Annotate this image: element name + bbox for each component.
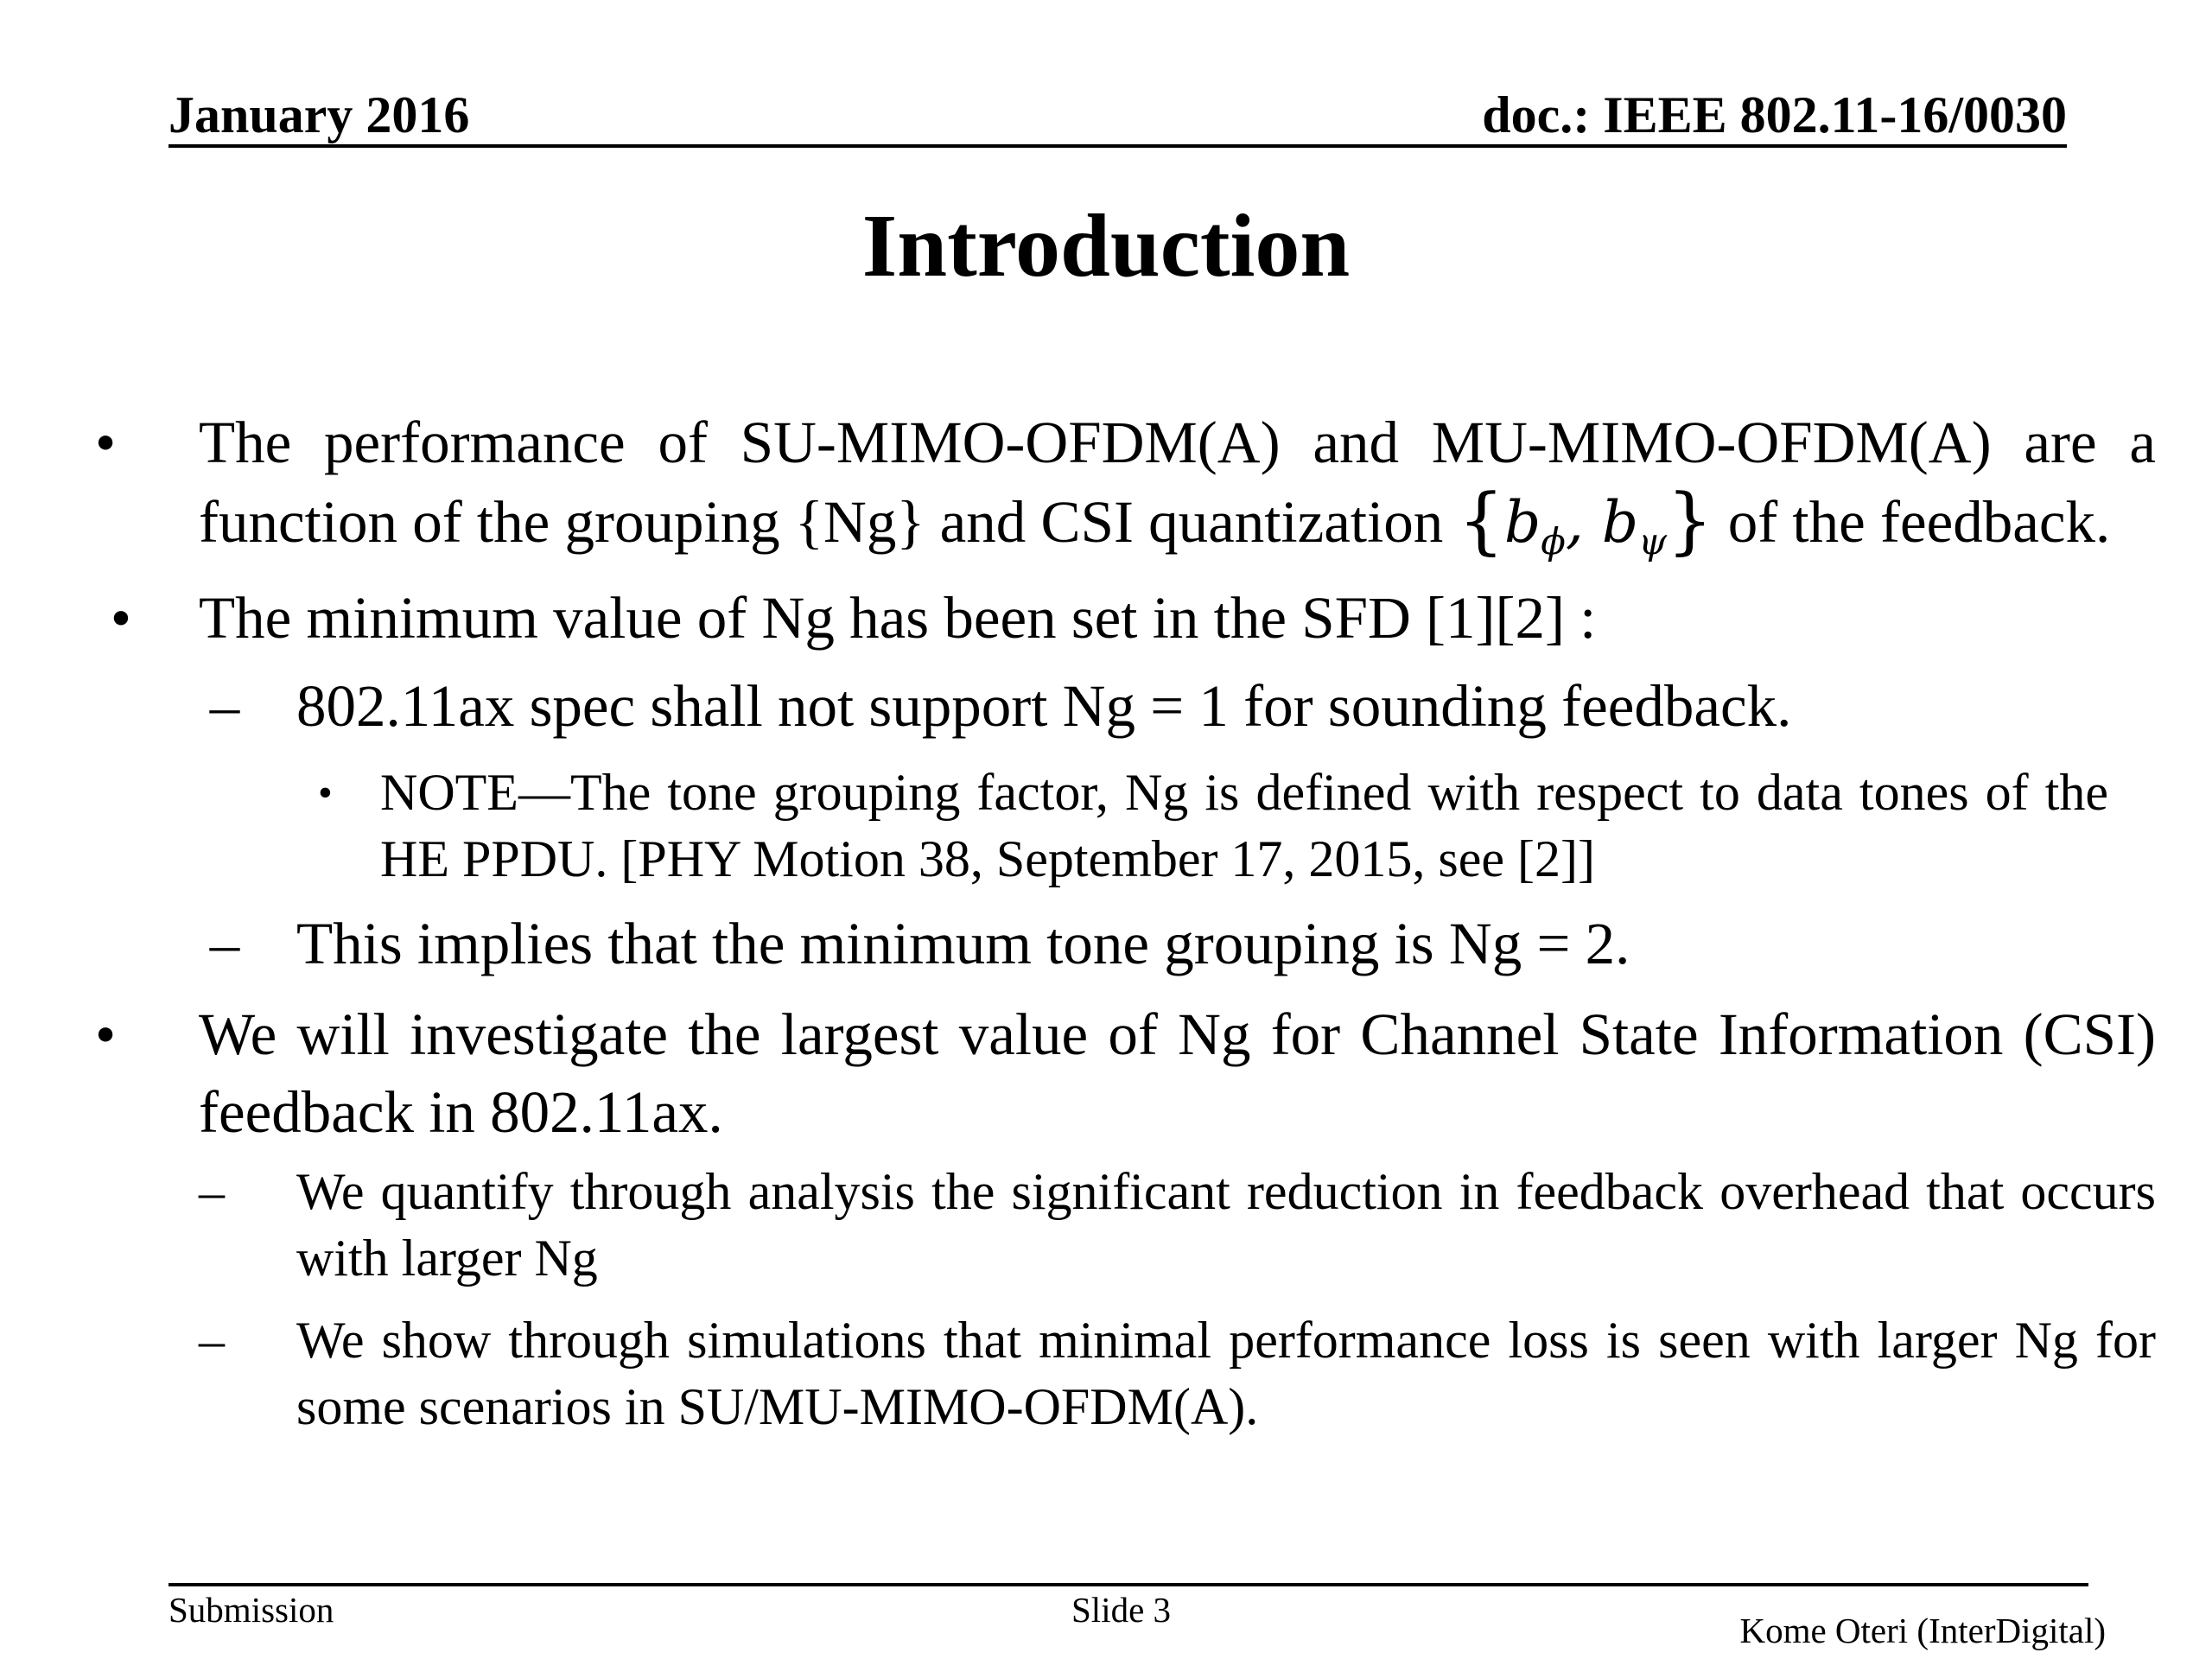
- subbullet-no-ng1-text: 802.11ax spec shall not support Ng = 1 for sounding feedback.: [296, 673, 1792, 739]
- subbullet-simulations-text: We show through simulations that minimal performance loss is seen with larger Ng for some scenarios in SU/MU-MIMO-OFDM(A).: [296, 1312, 2156, 1435]
- bullet-minimum-ng: [110, 579, 2156, 657]
- footer-slide-number: Slide 3: [1071, 1590, 1172, 1630]
- bullet-marker: •: [95, 1001, 117, 1067]
- csi-quantization-formula: {$b_\phi$, $b_\psi$}: [1458, 478, 1713, 563]
- header-date: January 2016: [168, 86, 470, 143]
- bullet-investigate: [95, 995, 2156, 1151]
- header-divider: [168, 144, 2067, 148]
- bullet-performance-text: The performance of SU-MIMO-OFDM(A) and MU-MIMO-OFDM(A) are a function of the grouping {Ng} and CSI quantization: [199, 410, 2156, 555]
- dash-marker: –: [209, 673, 240, 739]
- bullet-minimum-ng-text: The minimum value of Ng has been set in the SFD [1][2] :: [199, 585, 1597, 651]
- bullet-marker: •: [95, 410, 117, 475]
- subbullet-quantify: [199, 1159, 2156, 1292]
- bullet-marker: •: [110, 585, 132, 651]
- bullet-performance-tail: of the feedback.: [1713, 489, 2111, 555]
- footer-author: Kome Oteri (InterDigital): [1739, 1611, 2106, 1650]
- subbullet-quantify-text: We quantify through analysis the significant reduction in feedback overhead that occurs with larger Ng: [296, 1163, 2156, 1287]
- footer-submission: Submission: [168, 1590, 334, 1630]
- subbullet-min-ng2: [209, 905, 2156, 982]
- subbullet-no-ng1: [209, 667, 2156, 745]
- bullet-marker: •: [318, 770, 333, 816]
- dash-marker: –: [199, 1163, 225, 1220]
- footer-divider: [168, 1583, 2088, 1586]
- slide-title: Introduction: [861, 196, 1351, 296]
- bullet-performance: [95, 404, 2156, 581]
- bullet-investigate-text: We will investigate the largest value of Ng for Channel State Information (CSI) feedback in 802.11ax.: [199, 1001, 2156, 1145]
- subbullet-min-ng2-text: This implies that the minimum tone grouping is Ng = 2.: [296, 911, 1630, 976]
- subbullet-simulations: [199, 1307, 2156, 1440]
- dash-marker: –: [199, 1312, 225, 1369]
- note-tone-grouping: [318, 760, 2108, 893]
- dash-marker: –: [209, 911, 240, 976]
- header-doc-id: doc.: IEEE 802.11-16/0030: [1482, 86, 2067, 143]
- note-tone-grouping-text: NOTE—The tone grouping factor, Ng is defined with respect to data tones of the HE PPDU. [PHY Motion 38, September 17, 2015, see [2]]: [380, 764, 2108, 887]
